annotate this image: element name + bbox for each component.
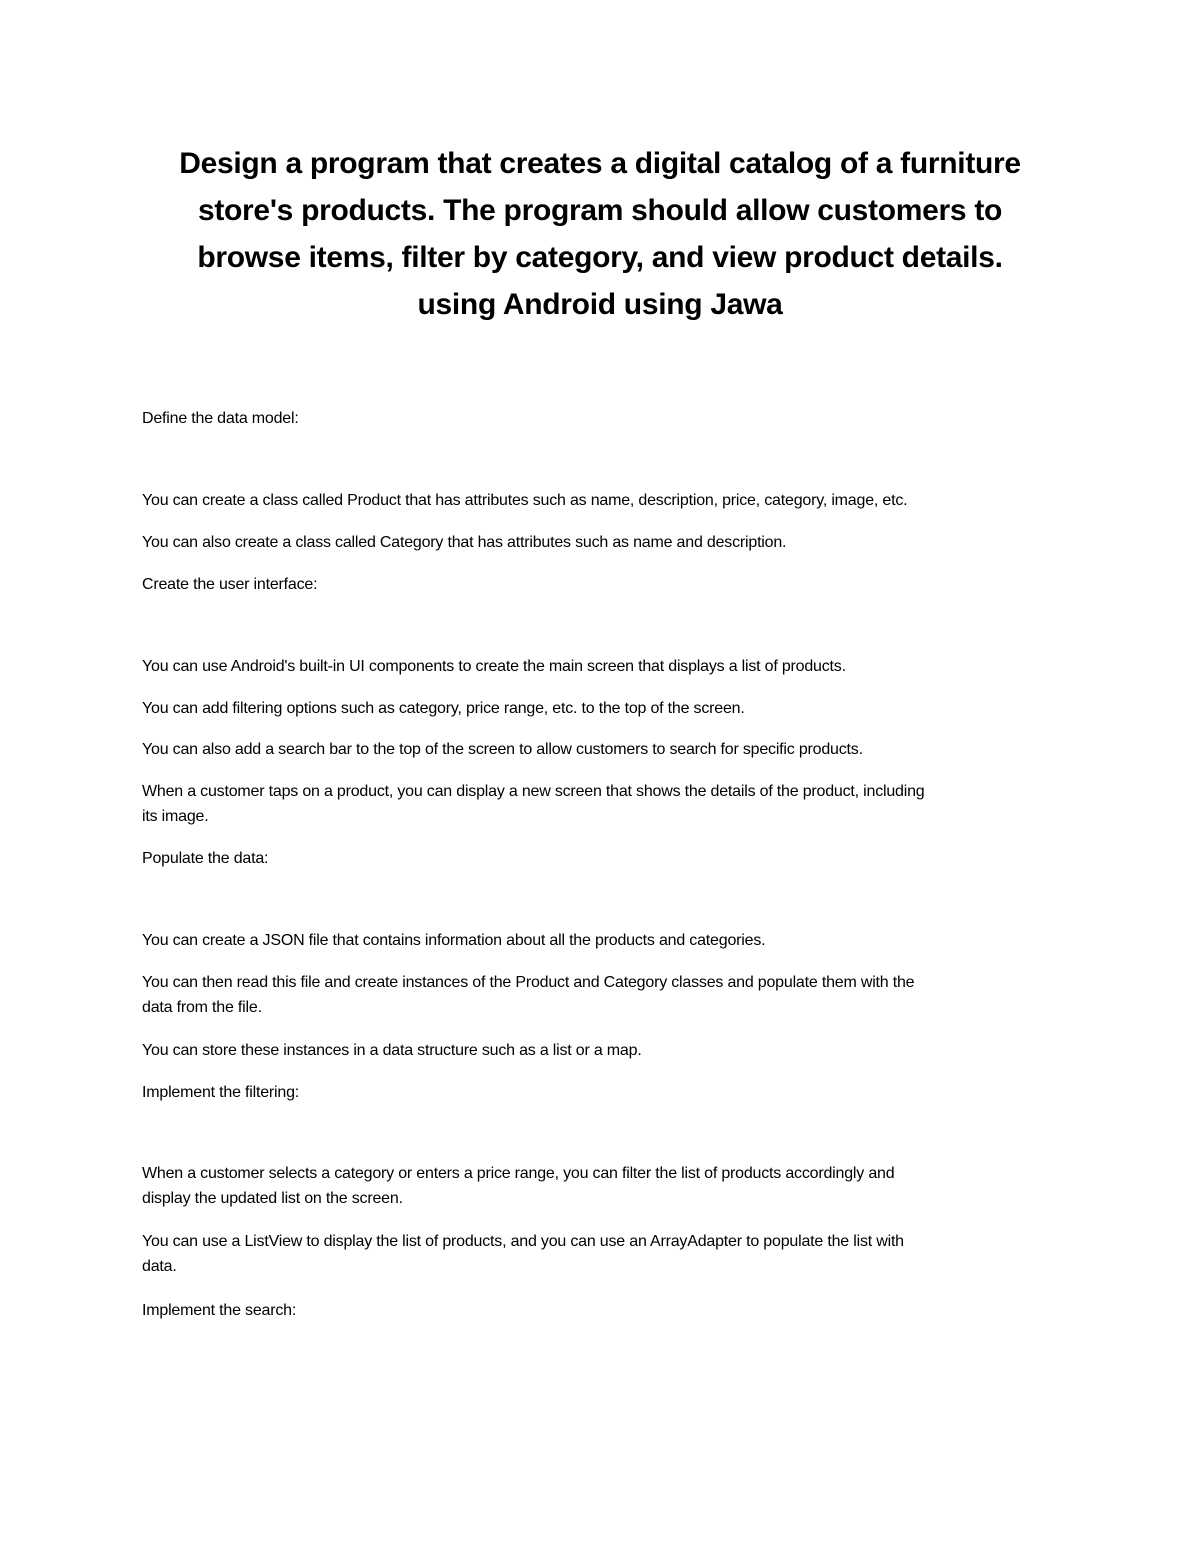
document-title [120,140,1080,328]
title-line-1: Design a program that creates a digital catalog of a furniture [179,147,1021,180]
paragraph-line: display the updated list on the screen. [142,1190,403,1207]
heading-filtering: Implement the filtering: [142,1084,300,1101]
paragraph-search-bar: You can also add a search bar to the top of the screen to allow customers to search for specific products. [142,741,863,758]
paragraph-line: You can then read this file and create instances of the Product and Category classes and populate them with the [142,974,915,991]
paragraph-product-details [142,779,1062,829]
paragraph-filter-list [142,1161,1062,1211]
paragraph-filtering-options: You can add filtering options such as category, price range, etc. to the top of the screen. [142,700,745,717]
paragraph-data-structure: You can store these instances in a data structure such as a list or a map. [142,1042,642,1059]
heading-user-interface: Create the user interface: [142,576,318,593]
heading-search: Implement the search: [142,1302,297,1319]
paragraph-json-file: You can create a JSON file that contains information about all the products and categories. [142,932,766,949]
paragraph-read-file [142,970,1062,1020]
paragraph-listview [142,1229,1062,1279]
title-line-3: browse items, filter by category, and view product details. [197,241,1003,274]
paragraph-category-class: You can also create a class called Category that has attributes such as name and description. [142,534,787,551]
paragraph-line: When a customer taps on a product, you can display a new screen that shows the details of the product, including [142,783,925,800]
paragraph-product-class: You can create a class called Product that has attributes such as name, description, price, category, image, etc. [142,492,908,509]
title-line-2: store's products. The program should allow customers to [197,194,1003,227]
title-line-4: using Android using Jawa [417,288,783,321]
paragraph-line: data. [142,1258,177,1275]
heading-data-model: Define the data model: [142,410,299,427]
paragraph-line: When a customer selects a category or enters a price range, you can filter the list of products accordingly and [142,1165,895,1182]
paragraph-line: You can use a ListView to display the list of products, and you can use an ArrayAdapter to populate the list with [142,1233,904,1250]
paragraph-ui-components: You can use Android's built-in UI components to create the main screen that displays a list of products. [142,658,846,675]
paragraph-line: data from the file. [142,999,262,1016]
paragraph-line: its image. [142,808,209,825]
heading-populate-data: Populate the data: [142,850,269,867]
